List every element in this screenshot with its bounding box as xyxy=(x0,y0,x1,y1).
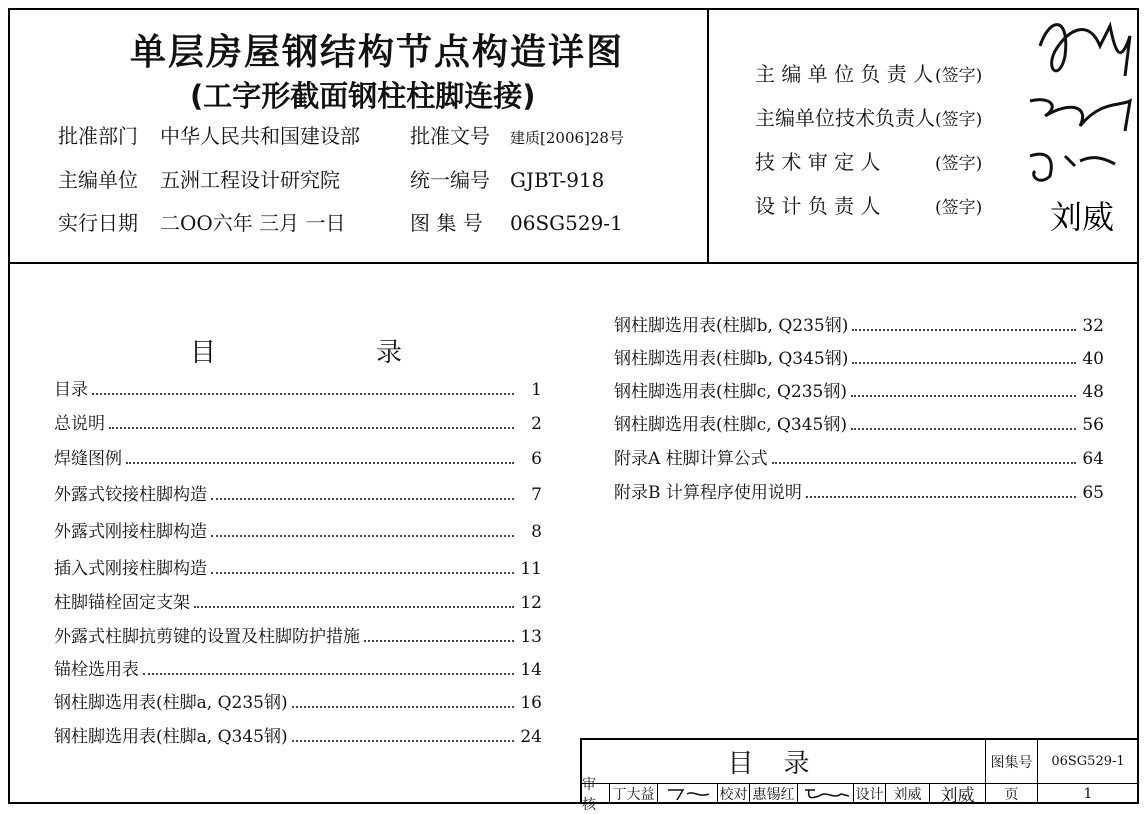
approval-dept-row xyxy=(58,120,360,149)
toc-leader-dots xyxy=(851,428,1076,430)
responsible-row xyxy=(755,190,982,219)
toc-entry-title: 外露式柱脚抗剪键的设置及柱脚防护措施 xyxy=(54,627,360,647)
sign-label: (签字) xyxy=(935,66,983,86)
toc-heading-left: 目 xyxy=(190,338,217,368)
toc-entry xyxy=(614,478,1104,503)
toc-entry-page: 32 xyxy=(1082,316,1104,336)
toc-entry xyxy=(54,554,542,579)
responsible-role: 主编单位技术负责人 xyxy=(755,106,935,130)
toc-leader-dots xyxy=(292,740,514,742)
toc-entry xyxy=(614,410,1104,435)
toc-entry-title: 焊缝图例 xyxy=(54,449,122,469)
toc-leader-dots xyxy=(292,706,514,708)
toc-leader-dots xyxy=(194,606,514,608)
toc-leader-dots xyxy=(852,329,1076,331)
toc-entry xyxy=(614,444,1104,469)
unified-code-row xyxy=(410,164,604,193)
handwritten-signatures xyxy=(1020,6,1140,236)
toc-leader-dots xyxy=(211,535,514,537)
toc-entry-title: 钢柱脚选用表(柱脚a, Q235钢) xyxy=(54,693,288,713)
editor-unit-row xyxy=(58,164,340,193)
toc-leader-dots xyxy=(126,462,514,464)
toc-heading xyxy=(190,332,402,369)
toc-leader-dots xyxy=(851,395,1076,397)
atlas-title: 单层房屋钢结构节点构造详图 xyxy=(130,32,625,73)
toc-entry xyxy=(614,344,1104,369)
effective-date-label: 实行日期 xyxy=(58,211,138,235)
toc-leader-dots xyxy=(364,640,514,642)
toc-entry-title: 钢柱脚选用表(柱脚b, Q345钢) xyxy=(614,349,849,369)
toc-entry-page: 13 xyxy=(520,627,542,647)
toc-leader-dots xyxy=(806,496,1076,498)
responsible-row xyxy=(755,58,982,87)
sign-label: (签字) xyxy=(935,198,983,218)
page-number: 1 xyxy=(1038,784,1139,804)
toc-entry-page: 11 xyxy=(520,559,542,579)
unified-code: GJBT-918 xyxy=(510,168,605,192)
toc-leader-dots xyxy=(852,362,1076,364)
toc-entry-page: 16 xyxy=(520,693,542,713)
toc-entry-title: 外露式铰接柱脚构造 xyxy=(54,485,207,505)
toc-leader-dots xyxy=(211,572,514,574)
title-block xyxy=(580,738,1139,813)
toc-entry-page: 2 xyxy=(531,414,542,434)
sign-label: (签字) xyxy=(935,154,983,174)
toc-entry-title: 目录 xyxy=(54,380,88,400)
atlas-subtitle: (工字形截面钢柱柱脚连接) xyxy=(190,79,536,113)
toc-entry xyxy=(54,444,542,469)
responsible-role: 主 编 单 位 负 责 人 xyxy=(755,62,934,86)
toc-entry-page: 64 xyxy=(1082,449,1104,469)
designer-signature: 刘威 xyxy=(1050,198,1115,236)
responsible-row xyxy=(755,146,982,175)
toc-entry-title: 插入式刚接柱脚构造 xyxy=(54,559,207,579)
atlas-label: 图集号 xyxy=(986,740,1038,784)
review-label: 审核 xyxy=(582,784,610,804)
toc-leader-dots xyxy=(143,673,514,675)
approval-dept: 中华人民共和国建设部 xyxy=(160,124,360,148)
toc-entry xyxy=(54,375,542,400)
toc-entry-page: 14 xyxy=(520,660,542,680)
toc-entry xyxy=(54,588,542,613)
toc-entry-page: 56 xyxy=(1082,415,1104,435)
approval-dept-label: 批准部门 xyxy=(58,124,138,148)
toc-entry-title: 钢柱脚选用表(柱脚a, Q345钢) xyxy=(54,727,288,747)
toc-entry xyxy=(54,409,542,434)
toc-entry-page: 6 xyxy=(531,449,542,469)
unified-code-label: 统一编号 xyxy=(410,168,490,192)
title-block-title: 目录 xyxy=(582,740,986,784)
toc-leader-dots xyxy=(211,498,514,500)
header-divider xyxy=(707,8,709,264)
toc-entry-title: 柱脚锚栓固定支架 xyxy=(54,593,190,613)
toc-entry-page: 7 xyxy=(531,485,542,505)
atlas-no-row xyxy=(410,207,623,236)
toc-entry-title: 钢柱脚选用表(柱脚c, Q235钢) xyxy=(614,382,847,402)
toc-leader-dots xyxy=(92,393,514,395)
toc-entry-title: 附录A 柱脚计算公式 xyxy=(614,449,768,469)
atlas-no: 06SG529-1 xyxy=(510,211,623,235)
toc-entry-title: 锚栓选用表 xyxy=(54,660,139,680)
toc-entry-page: 12 xyxy=(520,593,542,613)
check-label: 校对 xyxy=(718,784,750,804)
editor-unit: 五洲工程设计研究院 xyxy=(160,168,340,192)
responsible-row xyxy=(755,102,982,131)
toc-entry xyxy=(54,480,542,505)
toc-entry-page: 65 xyxy=(1082,483,1104,503)
reviewer-signature xyxy=(658,784,718,804)
responsible-role: 技 术 审 定 人 xyxy=(755,150,881,174)
toc-entry-page: 24 xyxy=(520,727,542,747)
atlas-no-label: 图 集 号 xyxy=(410,211,483,235)
title-block-atlas-no: 06SG529-1 xyxy=(1038,740,1139,784)
sign-label: (签字) xyxy=(935,110,983,130)
toc-entry-page: 48 xyxy=(1082,382,1104,402)
toc-entry xyxy=(54,517,542,542)
toc-entry xyxy=(614,377,1104,402)
toc-entry-page: 1 xyxy=(531,380,542,400)
toc-entry-title: 钢柱脚选用表(柱脚c, Q345钢) xyxy=(614,415,847,435)
toc-leader-dots xyxy=(772,462,1076,464)
toc-entry-title: 附录B 计算程序使用说明 xyxy=(614,483,802,503)
checker-signature xyxy=(798,784,854,804)
page-label: 页 xyxy=(986,784,1038,804)
approval-doc-label: 批准文号 xyxy=(410,124,490,148)
checker: 惠锡红 xyxy=(750,784,798,804)
responsible-role: 设 计 负 责 人 xyxy=(755,194,881,218)
toc-entry xyxy=(54,722,542,747)
design-label: 设计 xyxy=(854,784,886,804)
toc-leader-dots xyxy=(109,427,514,429)
toc-entry-title: 钢柱脚选用表(柱脚b, Q235钢) xyxy=(614,316,849,336)
designer-signature-cell: 刘威 xyxy=(930,784,986,804)
approval-doc: 建质[2006]28号 xyxy=(510,129,624,147)
toc-entry-title: 总说明 xyxy=(54,414,105,434)
designer: 刘威 xyxy=(886,784,930,804)
toc-entry-title: 外露式刚接柱脚构造 xyxy=(54,522,207,542)
effective-date: 二OO六年 三月 一日 xyxy=(160,211,346,235)
toc-heading-right: 录 xyxy=(376,338,403,368)
toc-entry-page: 40 xyxy=(1082,349,1104,369)
toc-entry-page: 8 xyxy=(531,522,542,542)
toc-entry xyxy=(54,688,542,713)
approval-doc-row xyxy=(410,120,624,149)
editor-unit-label: 主编单位 xyxy=(58,168,138,192)
toc-entry xyxy=(54,655,542,680)
effective-date-row xyxy=(58,207,346,236)
toc-entry xyxy=(54,622,542,647)
toc-entry xyxy=(614,311,1104,336)
reviewer: 丁大益 xyxy=(610,784,658,804)
